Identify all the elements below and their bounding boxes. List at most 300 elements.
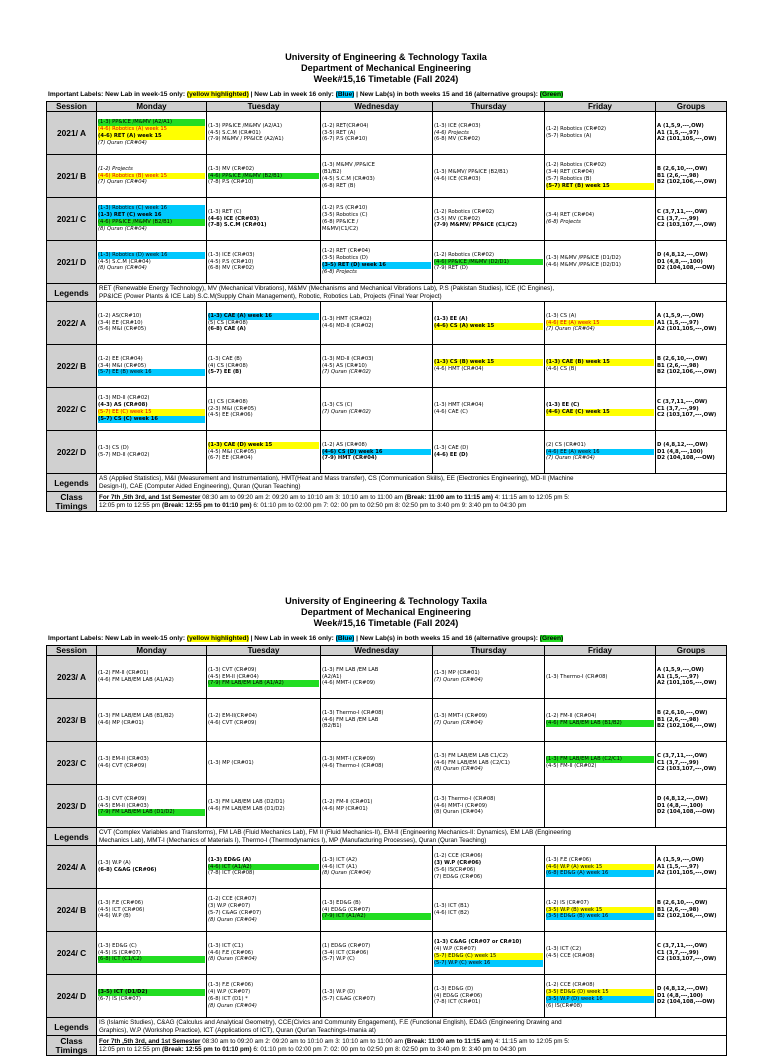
friday-cell	[545, 241, 656, 284]
thursday-cell	[433, 155, 545, 198]
class-entry: (7-9) FM LAB/EM LAB (D1/D2)	[98, 809, 205, 816]
table-row	[47, 846, 727, 889]
column-header-friday: Friday	[545, 646, 656, 656]
class-entry: (7) Quran (CR#04)	[434, 720, 483, 726]
class-entry: (1-3) RET (C)	[208, 208, 242, 215]
class-entry: (1-3) MD-II (CR#02)	[98, 395, 150, 402]
class-entry: A1 (1,5,---,97)	[657, 673, 699, 680]
tuesday-cell	[207, 388, 321, 431]
class-entry: (3-4) RET (CR#04)	[546, 169, 595, 176]
class-entry: (4-5) EE (CR#06)	[208, 412, 253, 419]
class-entry: (1-3) CAE (D)	[434, 445, 469, 452]
friday-cell	[545, 785, 656, 828]
friday-cell	[545, 846, 656, 889]
legend-line: Design-II), CAE (Computer Aided Engineering), Quran (Quran Teaching)	[99, 482, 301, 490]
thursday-cell	[433, 302, 545, 345]
timing-part: 6: 01:10 pm to 02:00 pm 7: 02: 00 pm to 02:50 pm 8: 02:50 pm to 3:40 pm 9: 3:40 pm to 04:30 pm	[251, 1045, 527, 1053]
tuesday-cell	[207, 742, 321, 785]
class-entry: (1-2) CCE (CR#06)	[434, 853, 483, 860]
timetable-title: Week#15,16 Timetable (Fall 2024)	[313, 618, 459, 628]
class-entry: (1-3) M&MV/ PP&ICE (B2/B1)	[434, 169, 509, 176]
wednesday-cell	[321, 742, 433, 785]
table-row	[47, 828, 727, 846]
class-entry: (4-3) AS (CR#08)	[98, 402, 148, 409]
class-entry: (4-6) Thermo-I (CR#08)	[322, 763, 384, 769]
column-header-thursday: Thursday	[433, 646, 545, 656]
class-entry: D1 (4,8,---,100)	[657, 448, 703, 455]
class-entry: A (1,5,9,---,OW)	[657, 122, 704, 129]
class-entry: (4-5) CCE (CR#08)	[546, 953, 595, 959]
groups-cell	[656, 198, 727, 241]
important-labels: Important Labels: New Lab in week-15 only: (yellow highlighted) | New Lab in week 16 only: (Blue) | New Lab(s) in both weeks 15 and 16 (alternative groups): (Green)	[48, 635, 564, 642]
class-entry: (1-2) CCE (CR#07)	[208, 896, 257, 903]
class-entry: D2 (104,108,---OW)	[657, 265, 715, 272]
table-row	[47, 345, 727, 388]
legend-label: Legends	[47, 284, 97, 302]
class-entry: (1-2) FM-II (CR#04)	[546, 713, 597, 720]
class-entry: (4) W.P (CR#07)	[434, 946, 477, 953]
class-entry: (1-3) CVT (CR#09)	[208, 666, 257, 673]
legend-text	[97, 1018, 727, 1036]
class-entry: (1-2) CCE (CR#08)	[546, 982, 595, 989]
class-entry: A (1,5,9,---,OW)	[657, 856, 704, 863]
class-entry: (1-3) MV (CR#02)	[208, 165, 255, 172]
class-entry: (1-3) Thermo-I (CR#08)	[546, 673, 608, 680]
class-entry: A1 (1,5,---,97)	[657, 863, 699, 870]
column-header-monday: Monday	[97, 102, 207, 112]
class-entry: (7-8) S.C.M (CR#01)	[208, 222, 267, 229]
table-row	[47, 699, 727, 742]
class-entry: (4-6) Robotics (A) week 15	[98, 126, 205, 133]
wednesday-cell	[321, 932, 433, 975]
class-entry: C1 (3,7,---,99)	[657, 405, 699, 412]
class-entry: (1-3) MD-II (CR#03)	[322, 355, 374, 362]
class-entry: (1-2) IS (CR#07)	[546, 899, 589, 906]
tuesday-cell	[207, 656, 321, 699]
table-row	[47, 388, 727, 431]
class-entry: (4-6) CVT (CR#09)	[98, 763, 147, 769]
groups-cell	[656, 975, 727, 1018]
friday-cell	[545, 932, 656, 975]
class-entry: (3-5) ED&G (B) week 16	[546, 913, 654, 920]
timing-part: 12:05 pm to 12:55 pm	[99, 501, 163, 509]
timings-line	[99, 494, 724, 502]
class-entry: (A2/A1)	[322, 673, 342, 680]
session-label: 2023/ A	[47, 656, 97, 699]
timetable-table	[46, 101, 727, 512]
class-entry: (4) W.P (CR#07)	[208, 989, 251, 996]
friday-cell	[545, 889, 656, 932]
class-entry: (3-4) ICT (CR#06)	[322, 949, 369, 956]
column-header-tuesday: Tuesday	[207, 102, 321, 112]
class-entry: (7) Quran (CR#02)	[322, 369, 371, 376]
class-entry: (3-5) W.P (D) week 16	[546, 996, 654, 1003]
class-entry: (5-7) ED&G (C) week 15	[434, 953, 543, 960]
groups-cell	[656, 846, 727, 889]
class-entry: (7-9) ICT (A1/A2)	[322, 913, 431, 920]
session-label: 2024/ A	[47, 846, 97, 889]
class-entry: (6) IS(CR#08)	[546, 1002, 583, 1009]
class-entry: (5-7) EE (B)	[208, 369, 242, 376]
class-entry: (1-3) ICT (B1)	[434, 903, 470, 910]
monday-cell	[97, 431, 207, 474]
class-entry: (5-7) EE (C) week 15	[98, 409, 205, 416]
class-entry: (7-9) RET (D)	[434, 265, 468, 272]
groups-cell	[656, 785, 727, 828]
friday-cell	[545, 302, 656, 345]
class-entry: B2 (102,106,---,OW)	[657, 369, 717, 376]
class-entry: (3) W.P (CR#07)	[208, 903, 251, 910]
wednesday-cell	[321, 302, 433, 345]
entry-prefix: (1-3)	[434, 939, 450, 946]
timetable-page-1	[46, 52, 726, 512]
class-entry: (1-3) ICT (C2)	[546, 946, 582, 953]
class-entry: (1-3) ICT (A2)	[322, 856, 358, 863]
tuesday-cell	[207, 975, 321, 1018]
class-entry: B (2,6,10,---,OW)	[657, 165, 708, 172]
class-entry: (1-3) ICE (CR#03)	[434, 122, 481, 129]
class-entry: (1) CS (CR#08)	[208, 398, 248, 405]
session-label: 2023/ D	[47, 785, 97, 828]
thursday-cell	[433, 112, 545, 155]
legend-line: AS (Applied Statistics), M&I (Measurement and Instrumentation), HMT(Heat and Mass transfer), CS (Communication Skills), EE (Electronics Engineering), MD-II (Machine	[99, 475, 574, 483]
tuesday-cell	[207, 155, 321, 198]
class-entry: (5-7) CS (C) week 16	[98, 416, 205, 423]
class-timings-label	[47, 492, 97, 512]
table-row	[47, 932, 727, 975]
session-label: 2021/ D	[47, 241, 97, 284]
university-name: University of Engineering & Technology Taxila	[285, 596, 487, 606]
class-entry: (1-2) Projects	[98, 165, 133, 172]
class-entry: (4-5) S.C.M (CR#01)	[208, 129, 261, 136]
class-entry: (3-5) ICT (D1/D2)	[98, 989, 205, 996]
session-label: 2021/ C	[47, 198, 97, 241]
session-label: 2022/ C	[47, 388, 97, 431]
class-entry: (4-6) MMT-I (CR#09)	[434, 802, 488, 809]
friday-cell	[545, 345, 656, 388]
class-entry: (5-7) Robotics (B)	[546, 176, 592, 182]
class-entry: C (3,7,11,---,OW)	[657, 208, 708, 215]
yellow-label: (yellow highlighted)	[186, 635, 249, 642]
legend-text	[97, 828, 727, 846]
class-entry: (3-5) MV (CR#02)	[434, 215, 481, 222]
class-entry: (1) ED&G (CR#07)	[322, 942, 371, 949]
class-entry: D (4,8,12,---,OW)	[657, 985, 708, 992]
class-entry: (4-5) IS (CR#07)	[98, 949, 141, 956]
class-entry: (1-2) FM-II (CR#01)	[98, 670, 149, 677]
class-entry: (5-7) W.P (C)	[322, 956, 355, 963]
monday-cell	[97, 656, 207, 699]
wednesday-cell	[321, 155, 433, 198]
class-entry: (7) Quran (CR#04)	[546, 455, 595, 462]
class-entry: (1-3) CAE (B) week 15	[546, 359, 654, 366]
class-entry: (1-3) ED&G (C)	[98, 942, 137, 949]
session-label: 2023/ C	[47, 742, 97, 785]
class-entry: (1-2) Robotics (CR#02)	[434, 251, 495, 258]
timing-part: (Break: 12:55 pm to 01:10 pm)	[162, 501, 252, 509]
class-entry: (1-3) CAE (A) week 16	[208, 313, 319, 320]
class-entry: (5-6) M&I (CR#05)	[98, 326, 147, 333]
table-row	[47, 1036, 727, 1056]
class-entry: (4-6) FM LAB/EM LAB (A1/A2)	[98, 677, 174, 683]
table-row	[47, 155, 727, 198]
class-entry: (1-3) CS (D)	[98, 445, 129, 452]
class-entry: (4-6) FM LAB/EM LAB (D1/D2)	[208, 806, 285, 812]
class-entry: (3-4) EE (CR#10)	[98, 319, 143, 326]
class-entry: D2 (104,108,---OW)	[657, 809, 715, 816]
table-row	[47, 431, 727, 474]
class-entry: (1-3) FM LAB/EM LAB (C2/C1)	[546, 756, 654, 763]
class-entry: (1-3) EE (A)	[434, 316, 468, 323]
class-entry: (5-7) EE (B) week 16	[98, 369, 205, 376]
groups-cell	[656, 889, 727, 932]
timing-part: 08:30 am to 09:20 am 2: 09:20 am to 10:10 am 3: 10:10 am to 11:00 am	[200, 1037, 405, 1045]
class-entry: C1 (3,7,---,99)	[657, 215, 699, 222]
table-row	[47, 742, 727, 785]
thursday-cell	[433, 345, 545, 388]
class-entry: (5-7) MD-II (CR#02)	[98, 452, 150, 458]
class-entry: B2 (102,106,---,OW)	[657, 723, 717, 730]
friday-cell	[545, 699, 656, 742]
timing-part: For 7th ,5th 3rd, and 1st Semester	[99, 1037, 201, 1045]
class-entry: (3-4) RET (CR#04)	[546, 212, 595, 219]
legend-line: PP&ICE (Power Plants & ICE Lab) S.C.M(Supply Chain Management), Robotic, Robotics Lab, Projects (Final Year Project)	[99, 292, 442, 300]
yellow-label: (yellow highlighted)	[186, 91, 249, 98]
table-header-row	[47, 102, 727, 112]
timing-part: 4: 11:15 am to 12:05 pm 5:	[493, 493, 570, 501]
class-entry: (4-5) S.C.M (CR#04)	[98, 258, 151, 265]
class-entry: (1-3) F.E (CR#06)	[98, 899, 144, 906]
class-entry: (6-8) MV (CR#02)	[208, 265, 255, 272]
class-entry: D2 (104,108,---OW)	[657, 455, 715, 462]
class-entry: (6-8) C&AG (CR#06)	[98, 867, 157, 873]
class-entry: (1-3) HMT (CR#02)	[322, 316, 372, 323]
monday-cell	[97, 302, 207, 345]
timetable-table	[46, 645, 727, 1056]
department-name: Department of Mechanical Engineering	[300, 607, 471, 617]
table-row	[47, 889, 727, 932]
timings-line	[99, 502, 724, 510]
class-entry: C1 (3,7,---,99)	[657, 949, 699, 956]
class-timings-text	[97, 492, 727, 512]
class-entry: (1-3) CS (A)	[546, 312, 577, 319]
class-entry: (4-6) PP&ICE /M&MV (B2/B1)	[208, 173, 319, 180]
class-entry: (3) W.P (CR#06)	[434, 860, 482, 867]
tuesday-cell	[207, 431, 321, 474]
session-label: 2022/ D	[47, 431, 97, 474]
tuesday-cell	[207, 889, 321, 932]
wednesday-cell	[321, 846, 433, 889]
class-entry: D2 (104,108,---OW)	[657, 999, 715, 1006]
class-entry: (8) Quran (CR#04)	[322, 870, 371, 877]
timing-part: (Break: 12:55 pm to 01:10 pm)	[162, 1045, 252, 1053]
session-label: 2021/ A	[47, 112, 97, 155]
class-entry: A2 (101,105,---,OW)	[657, 136, 717, 143]
friday-cell	[545, 431, 656, 474]
timing-part: 6: 01:10 pm to 02:00 pm 7: 02: 00 pm to 02:50 pm 8: 02:50 pm to 3:40 pm 9: 3:40 pm to 04:30 pm	[251, 501, 527, 509]
groups-cell	[656, 241, 727, 284]
groups-cell	[656, 345, 727, 388]
groups-cell	[656, 302, 727, 345]
class-entry: (5-7) C&AG (CR#07)	[322, 996, 376, 1002]
class-entry: (4-6) W.P (B)	[98, 913, 131, 920]
class-entry: (4-5) S.C.M (CR#03)	[322, 176, 375, 182]
class-entry: (3-5) W.P (B) week 15	[546, 907, 654, 914]
class-entry: (1-2) FM-II (CR#01)	[322, 799, 373, 806]
monday-cell	[97, 742, 207, 785]
department-name: Department of Mechanical Engineering	[300, 63, 471, 73]
page-header	[46, 596, 726, 629]
tuesday-cell	[207, 345, 321, 388]
class-entry: (7-8) ICT (CR#08)	[208, 870, 255, 877]
timing-part: 12:05 pm to 12:55 pm	[99, 1045, 163, 1053]
class-entry: C2 (103,107,---,OW)	[657, 766, 717, 773]
class-entry: (1-3) MP (CR#01)	[208, 759, 254, 766]
class-entry: (1-3) EE (C)	[546, 402, 580, 409]
session-label: 2022/ A	[47, 302, 97, 345]
class-entry: (4-6) CAE (C) week 15	[546, 409, 654, 416]
session-label: 2021/ B	[47, 155, 97, 198]
class-entry: (4-6) EE (A) week 15	[546, 320, 654, 327]
session-label: 2024/ B	[47, 889, 97, 932]
class-entry: (8) Quran (CR#04)	[208, 1002, 257, 1009]
thursday-cell	[433, 932, 545, 975]
tuesday-cell	[207, 932, 321, 975]
class-entry: A2 (101,105,---,OW)	[657, 870, 717, 877]
class-entry: (1-3) RET (C) week 16	[98, 212, 205, 219]
groups-cell	[656, 112, 727, 155]
class-entry: (5-7) RET (B) week 15	[546, 183, 654, 190]
groups-cell	[656, 431, 727, 474]
class-entry: (3-5) ED&G (D) week 15	[546, 989, 654, 996]
class-entry: (6-8) PP&ICE /	[322, 219, 359, 225]
tuesday-cell	[207, 112, 321, 155]
thursday-cell	[433, 742, 545, 785]
class-entry: C2 (103,107,---,OW)	[657, 222, 717, 229]
timings-line	[99, 1046, 724, 1054]
class-entry: (4-6) MD-II (CR#02)	[322, 323, 374, 329]
column-header-session: Session	[47, 102, 97, 112]
table-row	[47, 198, 727, 241]
class-entry: (4-6) MP (CR#01)	[98, 720, 144, 726]
wednesday-cell	[321, 112, 433, 155]
class-entry: (1-3) HMT (CR#04)	[434, 402, 484, 409]
column-header-groups: Groups	[656, 102, 727, 112]
column-header-tuesday: Tuesday	[207, 646, 321, 656]
class-entry: D (4,8,12,---,OW)	[657, 251, 708, 258]
legend-label: Legends	[47, 474, 97, 492]
monday-cell	[97, 889, 207, 932]
groups-cell	[656, 155, 727, 198]
thursday-cell	[433, 241, 545, 284]
legend-line: Graphics), W.P (Workshop Practice), ICT (Applications of ICT), Quran (Qur'an Teachings-Imania at)	[99, 1026, 376, 1034]
class-entry: (1-2) P.S (CR#10)	[322, 205, 368, 212]
table-row	[47, 241, 727, 284]
class-entry: (8) Quran (CR#04)	[434, 809, 483, 816]
green-label: (Green)	[539, 91, 564, 98]
class-entry: (3-5) RET (A)	[322, 129, 356, 136]
class-entry: (1-3) FM LAB /EM LAB	[322, 666, 379, 673]
class-entry: B2 (102,106,---,OW)	[657, 179, 717, 186]
class-entry: (4) ED&G (CR#07)	[322, 906, 371, 913]
monday-cell	[97, 932, 207, 975]
column-header-wednesday: Wednesday	[321, 646, 433, 656]
thursday-cell	[433, 975, 545, 1018]
wednesday-cell	[321, 388, 433, 431]
class-entry: (1-3) M&MV /PP&ICE (D1/D2)	[546, 255, 621, 262]
class-entry: (B1/B2)	[322, 169, 342, 176]
friday-cell	[545, 155, 656, 198]
thursday-cell	[433, 785, 545, 828]
groups-cell	[656, 742, 727, 785]
class-entry: B (2,6,10,---,OW)	[657, 899, 708, 906]
class-entry: (1-3) PP&ICE /M&MV (A2/A1)	[208, 122, 282, 129]
legend-text	[97, 284, 727, 302]
important-labels: Important Labels: New Lab in week-15 only: (yellow highlighted) | New Lab in week 16 only: (Blue) | New Lab(s) in both weeks 15 and 16 (alternative groups): (Green)	[48, 91, 564, 98]
tuesday-cell	[207, 302, 321, 345]
table-row	[47, 474, 727, 492]
friday-cell	[545, 975, 656, 1018]
tuesday-cell	[207, 699, 321, 742]
class-entry: A2 (101,105,---,OW)	[657, 326, 717, 333]
wednesday-cell	[321, 241, 433, 284]
class-entry: (1-3) ED&G (D)	[434, 985, 474, 992]
session-label: 2024/ C	[47, 932, 97, 975]
class-entry: (1-2) AS (CR#08)	[322, 441, 367, 448]
class-entry: (5-7) Robotics (A)	[546, 133, 592, 139]
class-entry: (1-3) CAE (B)	[208, 355, 242, 362]
class-entry: (4-6) CS (D) week 16	[322, 449, 431, 456]
class-entry: B1 (2,6,---,98)	[657, 362, 699, 369]
table-row	[47, 656, 727, 699]
class-entry: (4-5) FM-II (CR#02)	[546, 763, 597, 769]
class-entry: (6-8) MV (CR#02)	[434, 136, 481, 143]
class-entry: (7) Quran (CR#02)	[322, 409, 371, 415]
wednesday-cell	[321, 975, 433, 1018]
class-entry: (4-6) ICT (B2)	[434, 910, 470, 916]
class-entry: (1-3) Robotics (C) week 16	[98, 205, 205, 212]
wednesday-cell	[321, 198, 433, 241]
table-row	[47, 975, 727, 1018]
class-entry: (1-2) AS(CR#10)	[98, 312, 142, 319]
class-entry: (1-3) F.E (CR#06)	[546, 856, 592, 863]
university-name: University of Engineering & Technology Taxila	[285, 52, 487, 62]
class-entry: (1-3) Thermo-I (CR#08)	[322, 709, 384, 716]
timing-part: (Break: 11:00 am to 11:15 am)	[404, 493, 493, 501]
class-entry: D (4,8,12,---,OW)	[657, 795, 708, 802]
class-entry: C (3,7,11,---,OW)	[657, 942, 708, 949]
monday-cell	[97, 155, 207, 198]
column-header-wednesday: Wednesday	[321, 102, 433, 112]
class-entry: (7-9) M&MV/ PP&ICE (C1/C2)	[434, 222, 518, 229]
blue-label: (Blue)	[335, 635, 355, 642]
monday-cell	[97, 975, 207, 1018]
table-header-row	[47, 646, 727, 656]
timings-label-line2: Timings	[55, 1044, 88, 1055]
class-entry: (1-3) CS (C)	[322, 402, 353, 409]
legend-line: Mechanics Lab), MMT-I (Mechanics of Materials I), Thermo-I (Thermodynamics I), MP (Manufacturing Processes), Quran (Quran Teaching)	[99, 836, 487, 844]
blue-label: (Blue)	[335, 91, 355, 98]
class-entry: (1-3) MMT-I (CR#09)	[434, 713, 488, 720]
class-entry: (4-6) EE (D)	[434, 452, 468, 458]
class-entry: B1 (2,6,---,98)	[657, 716, 699, 723]
class-entry: (1-3) ICE (CR#03)	[208, 251, 255, 258]
class-entry: (4-6) F.E (CR#06)	[208, 949, 254, 956]
class-entry: A (1,5,9,---,OW)	[657, 666, 704, 673]
thursday-cell	[433, 699, 545, 742]
class-entry: (7) Quran (CR#04)	[546, 326, 595, 333]
class-entry: (4-6) HMT (CR#04)	[434, 366, 484, 372]
